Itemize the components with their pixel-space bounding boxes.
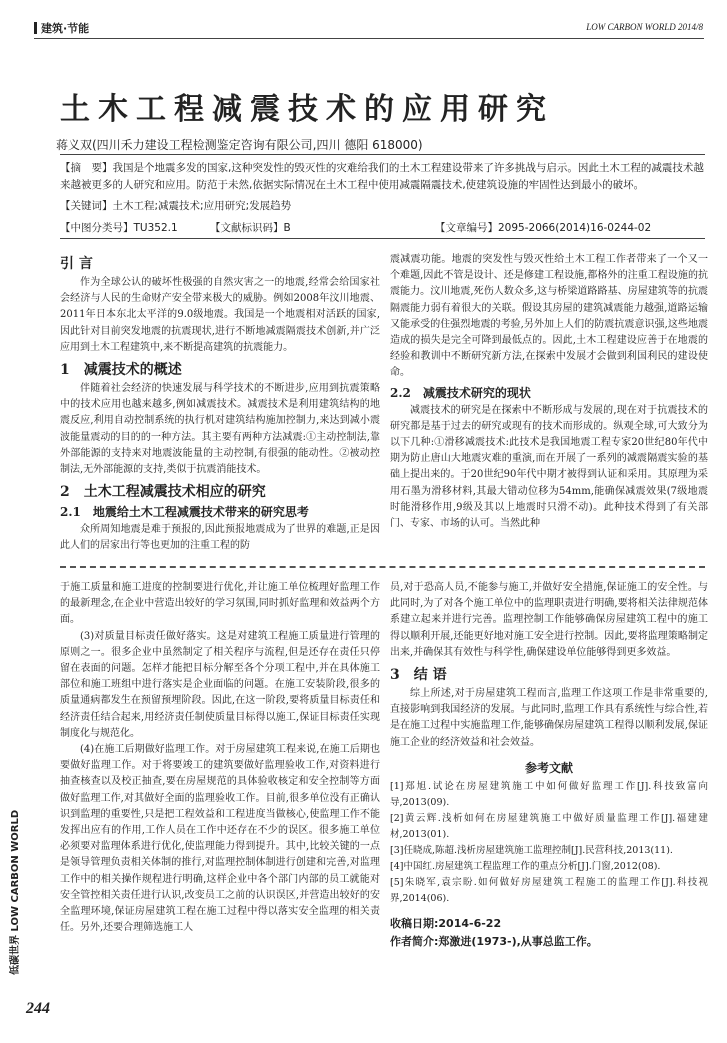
upper-left-column bbox=[60, 250, 380, 555]
upper-right-column bbox=[390, 252, 708, 532]
paragraph: 于施工质量和施工进度的控制要进行优化,并让施工单位梳理好监理工作的最新理念,在企业中营造出较好的学习氛围,同时抓好监理和效益两个方面。 bbox=[60, 582, 380, 626]
paragraph: 减震技术的研究是在探索中不断形成与发展的,现在对于抗震技术的研究都是基于过去的研究或现有的技术而形成的。纵观全球,可大致分为以下几种:①滑移减震技术:此技术是我国地震工程专家20世纪80年代中期为防止唐山大地震灾难的重演,而在开展了一系列的减震隔震实验的基础上提出来的。于20世纪90年代中期才被得到认证和采用。其原理为采用石墨为滑移材料,其最大错动位移为54mm,能确保减震效果(7级地震时能滑移作用,9级及其以上地震时只滑不动)。此种技术得到了有关部门、专家、市场的认可。当然此种 bbox=[390, 404, 708, 530]
reference-item: [1]郑旭.试论在房屋建筑施工中如何做好监理工作[J].科技致富向导,2013(09). bbox=[390, 780, 708, 808]
meta-rule bbox=[60, 238, 705, 239]
reference-item: [3]任晓成,陈超.浅析房屋建筑施工监理控制[J].民营科技,2013(11). bbox=[390, 844, 673, 856]
reference-item: [5]朱晓军,袁宗盼.如何做好房屋建筑工程施工的监理工作[J].科技视界,2014(06). bbox=[390, 876, 708, 904]
heading-2-1: 2.1 地震给土木工程减震技术带来的研究思考 bbox=[60, 505, 309, 520]
article-title: 土木工程减震技术的应用研究 bbox=[60, 92, 554, 127]
paragraph: 员,对于恐高人员,不能参与施工,并做好安全措施,保证施工的安全性。与此同时,为了对各个施工单位中的监理职责进行明确,要将相关法律规范体系建立起来并进行完善。监理控制工作能够确保房屋建筑工程中的施工得以顺利开展,还能更好地对施工安全进行控制。因此,要将监理策略制定出来,并确保其有效性与科学性,确保建设单位能够得到更多效益。 bbox=[390, 582, 708, 658]
paragraph: (3)对质量目标责任做好落实。这是对建筑工程施工质量进行管理的原则之一。很多企业中虽然制定了相关程序与流程,但是还存在责任只停留在表面的问题。怎样才能把目标分解至各个分项工程中,并在具体施工部位和施工班组中进行落实是企业面临的问题。在施工安装阶段,很多的质量通病都发生在预留预埋阶段。因此,在这一阶段,要将质量目标责任和经济责任结合起来,用经济责任制使质量目标得以施工,保证目标责任实现制度化与规范化。 bbox=[60, 630, 380, 739]
paragraph: 震减震功能。地震的突发性与毁灭性给土木工程工作者带来了一个又一个难题,因此不管是设计、还是修建工程设施,都格外的注重工程设施的抗震能力。汶川地震,死伤人数众多,这与桥梁道路路基、房屋建筑等的抗震隔震能力弱有着很大的关联。假设其房屋的建筑减震能力越强,道路运输又能承受的住强烈地震的考验,另外加上人们的防震抗震意识强,这些地震造成的损失是完全可降到最低点的。因此,土木工程建设应善于在地震的经验和教训中不断研究新方法,在探索中发展才会做到利国利民的建设使命。 bbox=[390, 254, 708, 379]
heading-2-2: 2.2 减震技术研究的现状 bbox=[390, 385, 531, 400]
author-line: 蒋义双(四川禾力建设工程检测鉴定咨询有限公司,四川 德阳 618000) bbox=[56, 138, 423, 152]
paragraph: (4)在施工后期做好监理工作。对于房屋建筑工程来说,在施工后期也要做好监理工作。对于将要竣工的建筑要做好监理验收工作,对资料进行抽查核查以及校正抽查,要在房屋规范的具体验收核定和安全控制等方面做好监理工作,对其做好全面的监理验收工作。目前,很多单位没有正确认识到监理的重要性,只是把工程效益和工程进度当做核心,使监理工作不能发挥出应有的作用,工作人员在工作中还存在不少的误区。很多施工单位必须要对监理体系进行优化,使监理能力得到提升。其中,比较关键的一点是领导管理负责相关体制的推行,对监理控制体制进行创建和完善,对监理工作中的相关操作规程进行明确,这样企业中各个部门内部的员工就能对安全管控相关责任进行认识,改变员工之前的认识误区,并营造出较好的安全监理环境,保证房屋建筑工程在施工过程中得以落实安全监理的相关责任。另外,还要合理筛选施工人 bbox=[60, 744, 380, 934]
reference-item: [2]黄云辉.浅析如何在房屋建筑施工中做好质量监理工作[J].福建建材,2013(01). bbox=[390, 812, 708, 840]
heading-1: 1 减震技术的概述 bbox=[60, 362, 182, 379]
paragraph: 作为全球公认的破坏性极强的自然灾害之一的地震,经常会给国家社会经济与人民的生命财产安全带来极大的威胁。例如2008年汶川地震、2011年日本东北太平洋的9.0级地震。我国是一个地震相对活跃的国家,因此针对目前突发地震的抗震现状,进行不断地减震隔震技术创新,并广泛应用到土木工程建筑中,来不断提高建筑的抗震能力。 bbox=[60, 277, 380, 353]
received-date: 收稿日期:2014-6-22 bbox=[390, 916, 502, 930]
paragraph: 众所周知地震是难于预报的,因此预报地震成为了世界的难题,正是因此人们的居家出行等也更加的注重工程的防 bbox=[60, 524, 380, 552]
lower-right-column bbox=[390, 580, 708, 949]
abstract-rule bbox=[60, 154, 705, 155]
clc-number: 【中图分类号】TU352.1 bbox=[60, 222, 178, 234]
references-title: 参考文献 bbox=[524, 760, 573, 775]
keywords: 【关键词】土木工程;减震技术;应用研究;发展趋势 bbox=[60, 200, 292, 212]
journal-section-label bbox=[34, 20, 89, 36]
header-rule bbox=[34, 38, 704, 39]
document-code: 【文献标识码】B bbox=[210, 222, 291, 234]
references-list bbox=[390, 779, 708, 907]
section-divider bbox=[60, 566, 705, 568]
side-journal-text: 低碳世界 LOW CARBON WORLD bbox=[10, 809, 21, 975]
abstract: 【摘 要】我国是个地震多发的国家,这种突发性的毁灭性的灾难给我们的土木工程建设带来了许多挑战与启示。因此土木工程的减震技术越来越被更多的人研究和应用。防范于未然,依据实际情况在土木工程中使用减震隔震技术,使建筑设施的牢固性达到最小的破坏。 bbox=[60, 162, 704, 191]
page-number: 244 bbox=[26, 1000, 50, 1017]
section-text: 建筑·节能 bbox=[41, 22, 90, 35]
article-number: 【文章编号】2095-2066(2014)16-0244-02 bbox=[435, 222, 652, 234]
reference-item: [4]中国红.房屋建筑工程监理工作的重点分析[J].门窗,2012(08). bbox=[390, 860, 661, 872]
heading-3: 3 结 语 bbox=[390, 667, 447, 684]
journal-issue-label: LOW CARBON WORLD 2014/8 bbox=[586, 22, 703, 32]
heading-intro: 引 言 bbox=[60, 256, 93, 272]
paragraph: 伴随着社会经济的快速发展与科学技术的不断进步,应用到抗震策略中的技术应用也越来越多,例如减震技术。减震技术是利用建筑结构的地震反应,利用自动控制系统的执行机对建筑结构施加控制力,来达到减小震波能量震动的目的的一种方法。其主要有两种方法减震:①主动控制法,靠外部能源的支持来对地震波能量的主动控制,有很强的能动性。②被动控制法,无外部能源的支持,类似于抗震消能技术。 bbox=[60, 383, 380, 476]
paragraph: 综上所述,对于房屋建筑工程而言,监理工作这项工作是非常重要的,直接影响到我国经济的发展。与此同时,监理工作具有系统性与综合性,若是在施工过程中实施监理工作,能够确保房屋建筑工程得以顺利发展,保证施工企业的经济效益和社会效益。 bbox=[390, 688, 708, 748]
lower-left-column bbox=[60, 580, 380, 936]
section-bar-icon bbox=[34, 22, 37, 34]
heading-2: 2 土木工程减震技术相应的研究 bbox=[60, 484, 266, 501]
author-bio: 作者简介:郑激进(1973-),从事总监工作。 bbox=[390, 934, 598, 948]
